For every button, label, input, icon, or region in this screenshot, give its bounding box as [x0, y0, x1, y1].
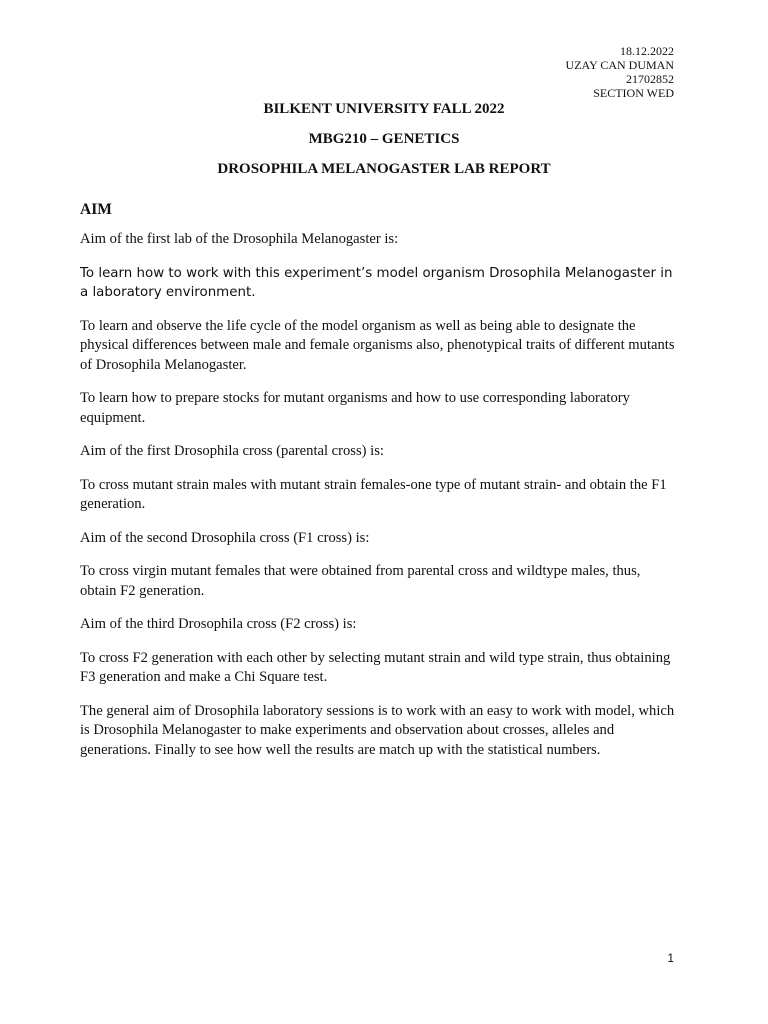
paragraph: To learn how to prepare stocks for mutant organisms and how to use corresponding laboratory equipment.: [80, 390, 630, 426]
title-block: [0, 99, 768, 189]
paragraph: Aim of the third Drosophila cross (F2 cross) is:: [80, 616, 357, 632]
paragraph: To cross mutant strain males with mutant strain females-one type of mutant strain- and obtain the F1 generation.: [80, 476, 667, 512]
paragraph: The general aim of Drosophila laboratory sessions is to work with an easy to work with model, which is Drosophila Melanogaster to make experiments and observation about crosses, alleles and generations. Finally to see how well the results are match up with the statistical numbers.: [80, 702, 675, 758]
course-title: MBG210 – GENETICS: [308, 131, 460, 147]
university-title: BILKENT UNIVERSITY FALL 2022: [263, 101, 505, 117]
paragraph: Aim of the first Drosophila cross (parental cross) is:: [80, 443, 384, 459]
author-name: UZAY CAN DUMAN: [565, 58, 674, 72]
report-date: 18.12.2022: [620, 44, 674, 58]
paragraph: To cross F2 generation with each other by selecting mutant strain and wild type strain, thus obtaining F3 generation and make a Chi Square test.: [80, 649, 671, 685]
paragraph: Aim of the second Drosophila cross (F1 cross) is:: [80, 529, 370, 546]
section-heading-aim: AIM: [80, 201, 112, 218]
page-number: 1: [667, 951, 674, 965]
paragraph: To learn and observe the life cycle of the model organism as well as being able to designate the physical differences between male and female organisms also, phenotypical traits of different mutants of Drosophila Melanogaster.: [80, 317, 675, 373]
paragraph: Aim of the first lab of the Drosophila Melanogaster is:: [80, 231, 399, 247]
paragraph: To cross virgin mutant females that were obtained from parental cross and wildtype males, thus, obtain F2 generation.: [80, 563, 641, 599]
lab-section: SECTION WED: [593, 86, 674, 100]
student-id: 21702852: [626, 72, 674, 86]
aim-body: [80, 230, 680, 774]
paragraph: To learn how to work with this experiment’s model organism Drosophila Melanogaster in a laboratory environment.: [80, 265, 673, 300]
report-title: DROSOPHILA MELANOGASTER LAB REPORT: [217, 161, 551, 177]
author-info-block: [566, 44, 674, 100]
